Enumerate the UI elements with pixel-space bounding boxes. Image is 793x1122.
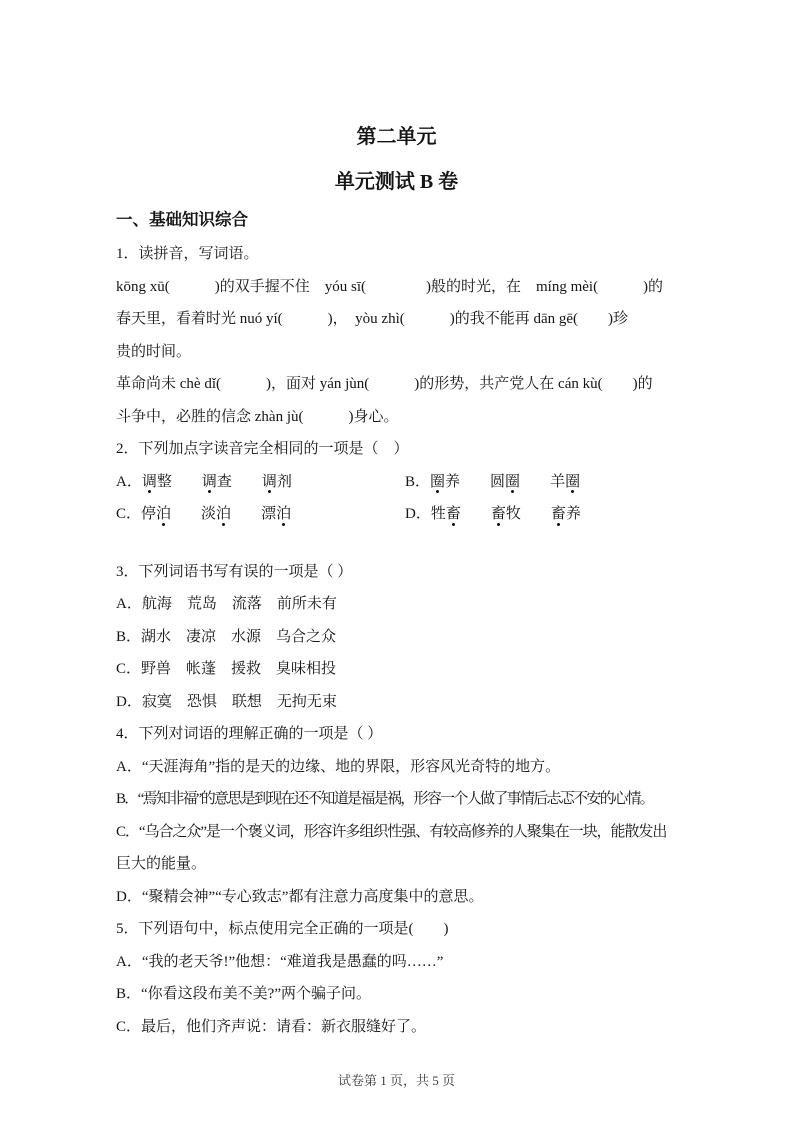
q5-option-b: B．“你看这段布美不美?”两个骗子问。: [116, 986, 371, 1002]
q5-option-a: A．“我的老天爷!”他想：“难道我是愚蠢的吗……”: [116, 953, 444, 970]
q4-option-b: B．“焉知非福”的意思是到现在还不知道是福是祸，形容一个人做了事情后忐忑不安的心情。: [116, 791, 653, 807]
question-body: [116, 238, 696, 1043]
q1-prompt: 1．读拼音，写词语。: [116, 246, 259, 262]
q5-prompt: 5．下列语句中，标点使用完全正确的一项是( ): [116, 921, 449, 937]
q3-option-b: B．湖水 凄凉 水源 乌合之众: [116, 628, 337, 645]
test-title: 单元测试 B 卷: [334, 171, 459, 193]
q4-option-d: D．“聚精会神”“专心致志”都有注意力高度集中的意思。: [116, 888, 484, 905]
q4-option-a: A．“天涯海角”指的是天的边缘、地的界限，形容风光奇特的地方。: [116, 758, 561, 775]
q4-option-c-line-1: C．“乌合之众”是一个褒义词，形容许多组织性强、有较高修养的人聚集在一块，能散发出: [116, 823, 667, 840]
q1-pinyin-line-3: 贵的时间。: [116, 343, 192, 360]
q2-options-row-1: [116, 466, 696, 499]
q2-options-row-2: [116, 498, 696, 531]
q2-prompt: 2．下列加点字读音完全相同的一项是（ ）: [116, 441, 409, 457]
q1-pinyin-line-2: 春天里，看着时光 nuó yí( )， yòu zhì( )的我不能再 dān gē( )珍: [116, 311, 629, 327]
q1-pinyin-line-4: 革命尚未 chè dǐ( )，面对 yán jùn( )的形势，共产党人在 cán kù( )的: [116, 376, 653, 392]
q3-option-c: C．野兽 帐蓬 援救 臭味相投: [116, 661, 337, 677]
q3-prompt: 3．下列词语书写有误的一项是（ ）: [116, 563, 353, 580]
section-heading: 一、基础知识综合: [116, 210, 248, 229]
page-number-footer: 试卷第 1 页，共 5 页: [337, 1073, 455, 1088]
q3-option-a: A．航海 荒岛 流落 前所未有: [116, 596, 337, 612]
blank-gap: [116, 531, 696, 556]
q1-pinyin-line-1: kōng xū( )的双手握不住 yóu sī( )般的时光，在 míng mèi( )的: [116, 278, 664, 295]
q2-option-d: D．牲畜 畜牧 畜养: [405, 498, 581, 531]
q4-prompt: 4．下列对词语的理解正确的一项是（ ）: [116, 726, 383, 742]
q5-option-c: C．最后，他们齐声说：请看：新衣服缝好了。: [116, 1018, 427, 1035]
unit-title: 第二单元: [356, 126, 437, 148]
q2-option-c: C．停泊 淡泊 漂泊: [116, 498, 405, 531]
q1-pinyin-line-5: 斗争中，必胜的信念 zhàn jù( )身心。: [116, 408, 399, 425]
q4-option-c-line-2: 巨大的能量。: [116, 856, 207, 872]
q2-option-a: A．调整 调查 调剂: [116, 466, 405, 499]
q2-option-b: B．圈养 圆圈 羊圈: [405, 466, 580, 499]
q3-option-d: D．寂寞 恐惧 联想 无拘无束: [116, 693, 337, 710]
